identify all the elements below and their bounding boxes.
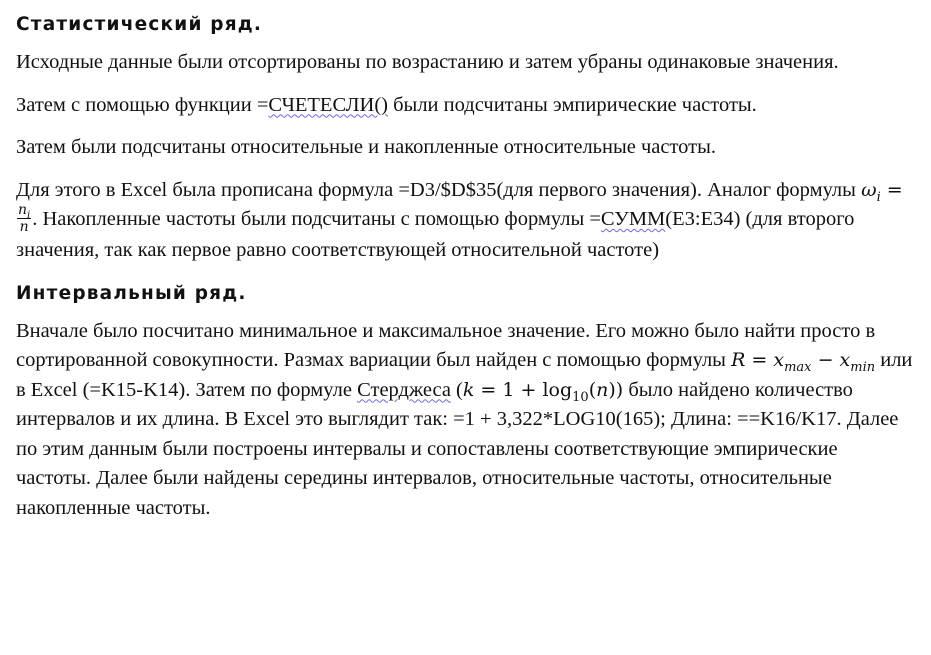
paragraph-excel-formula bbox=[16, 176, 916, 266]
log-open-paren: ( bbox=[588, 378, 597, 401]
sturges-equals: = bbox=[474, 378, 503, 401]
paragraph-countif-post: были подсчитаны эмпирические частоты. bbox=[387, 93, 757, 116]
interval-text-c: ( bbox=[450, 378, 463, 401]
numerator-subscript: i bbox=[27, 209, 31, 221]
x-max: x bbox=[773, 349, 785, 371]
range-r: R bbox=[731, 349, 746, 371]
interval-text-b: или в Excel (=K15-K14). Затем по формуле bbox=[16, 349, 913, 401]
countif-function-spellcheck[interactable]: СЧЕТЕСЛИ() bbox=[268, 93, 388, 116]
range-equals: = bbox=[745, 349, 774, 371]
x-min-subscript: min bbox=[850, 359, 876, 375]
document-page bbox=[16, 10, 916, 536]
range-minus: − bbox=[811, 349, 840, 371]
fraction-numerator bbox=[17, 203, 31, 219]
paragraph-countif bbox=[16, 91, 916, 121]
omega-subscript: i bbox=[876, 189, 881, 205]
interval-text-a: Вначале было посчитано минимальное и максимальное значение. Его можно было найти просто в сортированной совокупности. Размах вариации был найден с помощью формулы bbox=[16, 319, 876, 371]
fraction-denominator: n bbox=[19, 219, 29, 235]
log-close-paren: )) bbox=[608, 378, 624, 401]
log-n: n bbox=[596, 378, 609, 401]
interval-text-d: было найдено количество интервалов и их длина. В Excel это выглядит так: =1 + 3,322*LOG10(165); Длина: ==K16/K17. Далее по этим данным были построены интервалы и сопоставлены соответствующие эмпирические частоты. Далее были найдены середины интервалов, относительные частоты, относительные накопленные частоты. bbox=[16, 378, 899, 519]
sum-function-spellcheck[interactable]: СУММ bbox=[600, 208, 666, 231]
log-base: 10 bbox=[572, 389, 589, 405]
numerator-n: n bbox=[18, 202, 28, 218]
formula-equals: = bbox=[880, 178, 903, 201]
excel-formula-text-b: . Накопленные частоты были подсчитаны с помощью формулы = bbox=[32, 208, 601, 231]
x-max-subscript: max bbox=[784, 359, 812, 375]
sturges-formula bbox=[462, 378, 624, 405]
paragraph-relative-frequencies: Затем были подсчитаны относительные и накопленные относительные частоты. bbox=[16, 136, 717, 158]
sturges-one-plus-log: 1 + log bbox=[502, 378, 573, 401]
range-formula bbox=[731, 349, 876, 375]
paragraph-interval-series bbox=[16, 317, 916, 524]
sturges-spellcheck[interactable]: Стерджеса bbox=[357, 378, 451, 401]
paragraph-countif-pre: Затем с помощью функции = bbox=[16, 93, 269, 116]
paragraph-sorting: Исходные данные были отсортированы по возрастанию и затем убраны одинаковые значения. bbox=[16, 51, 839, 73]
excel-formula-text-a: Для этого в Excel была прописана формула =D3/$D$35(для первого значения). Аналог формулы bbox=[16, 178, 862, 201]
x-min: x bbox=[839, 349, 851, 371]
omega-symbol: ω bbox=[861, 178, 877, 201]
sturges-k: k bbox=[462, 378, 475, 401]
excel-formula-text-c: (E3:E34) (для второго значения, так как первое равно соответствующей относительной частоте) bbox=[16, 208, 855, 261]
section-heading-statistical-series: Статистический ряд. bbox=[16, 14, 263, 35]
section-heading-interval-series: Интервальный ряд. bbox=[16, 282, 247, 304]
omega-formula bbox=[861, 178, 881, 205]
fraction-ni-over-n bbox=[17, 203, 31, 234]
